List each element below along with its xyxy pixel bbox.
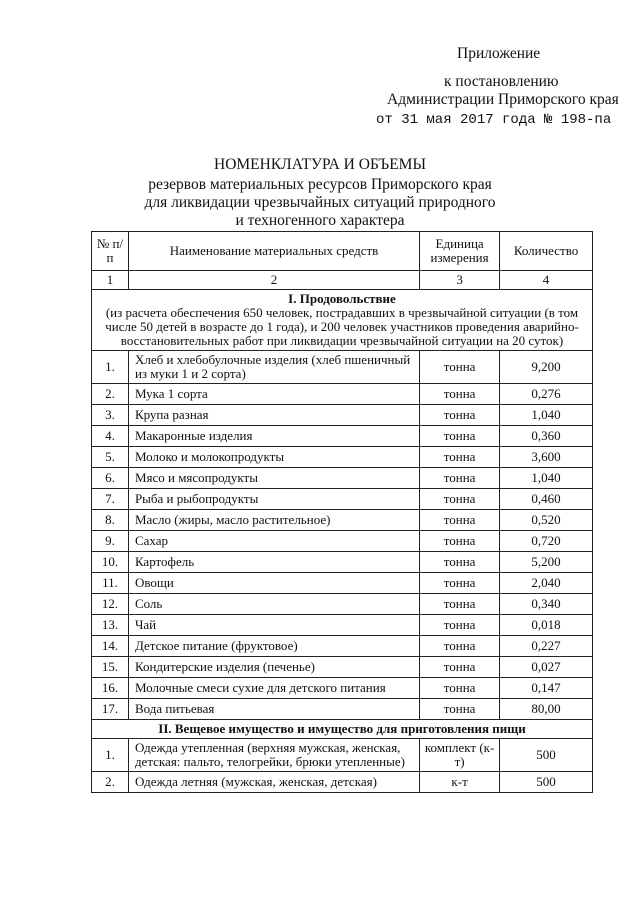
- row-name: Мясо и мясопродукты: [128, 468, 419, 489]
- row-unit: тонна: [420, 531, 500, 552]
- table-row: [92, 657, 593, 678]
- row-number: 3.: [92, 405, 129, 426]
- row-unit: тонна: [420, 468, 500, 489]
- section-1-header: [92, 290, 593, 351]
- section-2-header: [92, 720, 593, 739]
- row-name: Сахар: [128, 531, 419, 552]
- table-row: [92, 615, 593, 636]
- annex-label: Приложение: [457, 45, 541, 62]
- row-unit: тонна: [420, 636, 500, 657]
- row-unit: тонна: [420, 594, 500, 615]
- row-name: Овощи: [128, 573, 419, 594]
- row-number: 5.: [92, 447, 129, 468]
- section-2-title: II. Вещевое имущество и имущество для приготовления пищи: [158, 721, 526, 736]
- header-unit: Единица измерения: [420, 232, 500, 271]
- row-number: 17.: [92, 699, 129, 720]
- row-number: 6.: [92, 468, 129, 489]
- resources-table: [91, 231, 593, 793]
- row-name: Одежда летняя (мужская, женская, детская): [128, 772, 419, 793]
- row-unit: тонна: [420, 552, 500, 573]
- table-row: [92, 531, 593, 552]
- row-number: 12.: [92, 594, 129, 615]
- row-unit: к-т: [420, 772, 500, 793]
- row-quantity: 0,340: [500, 594, 593, 615]
- annex-authority: Администрации Приморского края: [387, 91, 619, 108]
- row-name: Крупа разная: [128, 405, 419, 426]
- row-unit: тонна: [420, 615, 500, 636]
- row-name: Чай: [128, 615, 419, 636]
- row-name: Вода питьевая: [128, 699, 419, 720]
- table-row: [92, 739, 593, 772]
- row-quantity: 3,600: [500, 447, 593, 468]
- row-unit: тонна: [420, 405, 500, 426]
- section-2-rows: [92, 739, 593, 793]
- row-unit: тонна: [420, 699, 500, 720]
- row-quantity: 0,276: [500, 384, 593, 405]
- row-quantity: 0,147: [500, 678, 593, 699]
- row-unit: тонна: [420, 573, 500, 594]
- row-quantity: 0,720: [500, 531, 593, 552]
- section-1-note: (из расчета обеспечения 650 человек, пострадавших в чрезвычайной ситуации (в том числе 50 детей в возрасте до 1 года), и 200 человек участников проведения аварийно-восстановительных работ при ликвидации чрезвычайной ситуации на 20 суток): [105, 305, 579, 348]
- table-row: [92, 426, 593, 447]
- table-row: [92, 678, 593, 699]
- row-quantity: 2,040: [500, 573, 593, 594]
- column-number-row: [92, 271, 593, 290]
- row-quantity: 5,200: [500, 552, 593, 573]
- row-name: Одежда утепленная (верхняя мужская, женская, детская: пальто, телогрейки, брюки утепленные): [128, 739, 419, 772]
- row-number: 4.: [92, 426, 129, 447]
- row-name: Макаронные изделия: [128, 426, 419, 447]
- row-unit: тонна: [420, 489, 500, 510]
- row-unit: тонна: [420, 447, 500, 468]
- row-unit: комплект (к-т): [420, 739, 500, 772]
- table-row: [92, 489, 593, 510]
- row-quantity: 0,018: [500, 615, 593, 636]
- doc-subtitle-3: и техногенного характера: [235, 212, 405, 229]
- row-number: 1.: [92, 351, 129, 384]
- row-number: 1.: [92, 739, 129, 772]
- table-row: [92, 699, 593, 720]
- doc-title: НОМЕНКЛАТУРА И ОБЪЕМЫ: [214, 156, 426, 173]
- row-number: 11.: [92, 573, 129, 594]
- row-number: 13.: [92, 615, 129, 636]
- doc-subtitle-2: для ликвидации чрезвычайных ситуаций природного: [144, 194, 496, 211]
- table-row: [92, 351, 593, 384]
- table-row: [92, 594, 593, 615]
- row-name: Молоко и молокопродукты: [128, 447, 419, 468]
- row-unit: тонна: [420, 657, 500, 678]
- row-name: Рыба и рыбопродукты: [128, 489, 419, 510]
- row-name: Мука 1 сорта: [128, 384, 419, 405]
- row-quantity: 0,460: [500, 489, 593, 510]
- row-number: 15.: [92, 657, 129, 678]
- annex-decree-ref: к постановлению: [444, 73, 559, 90]
- row-unit: тонна: [420, 678, 500, 699]
- table-row: [92, 384, 593, 405]
- row-number: 16.: [92, 678, 129, 699]
- row-quantity: 0,360: [500, 426, 593, 447]
- header-qty: Количество: [500, 232, 593, 271]
- row-name: Картофель: [128, 552, 419, 573]
- doc-subtitle-1: резервов материальных ресурсов Приморского края: [148, 176, 492, 193]
- row-unit: тонна: [420, 384, 500, 405]
- row-name: Кондитерские изделия (печенье): [128, 657, 419, 678]
- row-quantity: 1,040: [500, 405, 593, 426]
- row-quantity: 80,00: [500, 699, 593, 720]
- colnum-2: 2: [128, 271, 419, 290]
- row-number: 2.: [92, 772, 129, 793]
- table-row: [92, 772, 593, 793]
- row-quantity: 0,227: [500, 636, 593, 657]
- table-row: [92, 552, 593, 573]
- table-row: [92, 510, 593, 531]
- row-unit: тонна: [420, 510, 500, 531]
- row-unit: тонна: [420, 351, 500, 384]
- row-quantity: 500: [500, 739, 593, 772]
- row-name: Молочные смеси сухие для детского питания: [128, 678, 419, 699]
- row-unit: тонна: [420, 426, 500, 447]
- row-number: 10.: [92, 552, 129, 573]
- table-row: [92, 468, 593, 489]
- header-name: Наименование материальных средств: [128, 232, 419, 271]
- row-name: Детское питание (фруктовое): [128, 636, 419, 657]
- row-number: 14.: [92, 636, 129, 657]
- annex-date-stamp: от 31 мая 2017 года № 198-па: [376, 112, 612, 128]
- row-number: 2.: [92, 384, 129, 405]
- row-number: 8.: [92, 510, 129, 531]
- section-1-title: I. Продовольствие: [288, 291, 396, 306]
- table-row: [92, 405, 593, 426]
- row-quantity: 0,027: [500, 657, 593, 678]
- table-row: [92, 447, 593, 468]
- colnum-1: 1: [92, 271, 129, 290]
- colnum-3: 3: [420, 271, 500, 290]
- row-number: 9.: [92, 531, 129, 552]
- row-name: Хлеб и хлебобулочные изделия (хлеб пшеничный из муки 1 и 2 сорта): [128, 351, 419, 384]
- colnum-4: 4: [500, 271, 593, 290]
- row-quantity: 500: [500, 772, 593, 793]
- header-num: № п/п: [92, 232, 129, 271]
- table-row: [92, 573, 593, 594]
- table-header-row: [92, 232, 593, 271]
- row-number: 7.: [92, 489, 129, 510]
- row-name: Масло (жиры, масло растительное): [128, 510, 419, 531]
- row-quantity: 1,040: [500, 468, 593, 489]
- row-name: Соль: [128, 594, 419, 615]
- row-quantity: 0,520: [500, 510, 593, 531]
- table-row: [92, 636, 593, 657]
- section-1-rows: [92, 351, 593, 720]
- row-quantity: 9,200: [500, 351, 593, 384]
